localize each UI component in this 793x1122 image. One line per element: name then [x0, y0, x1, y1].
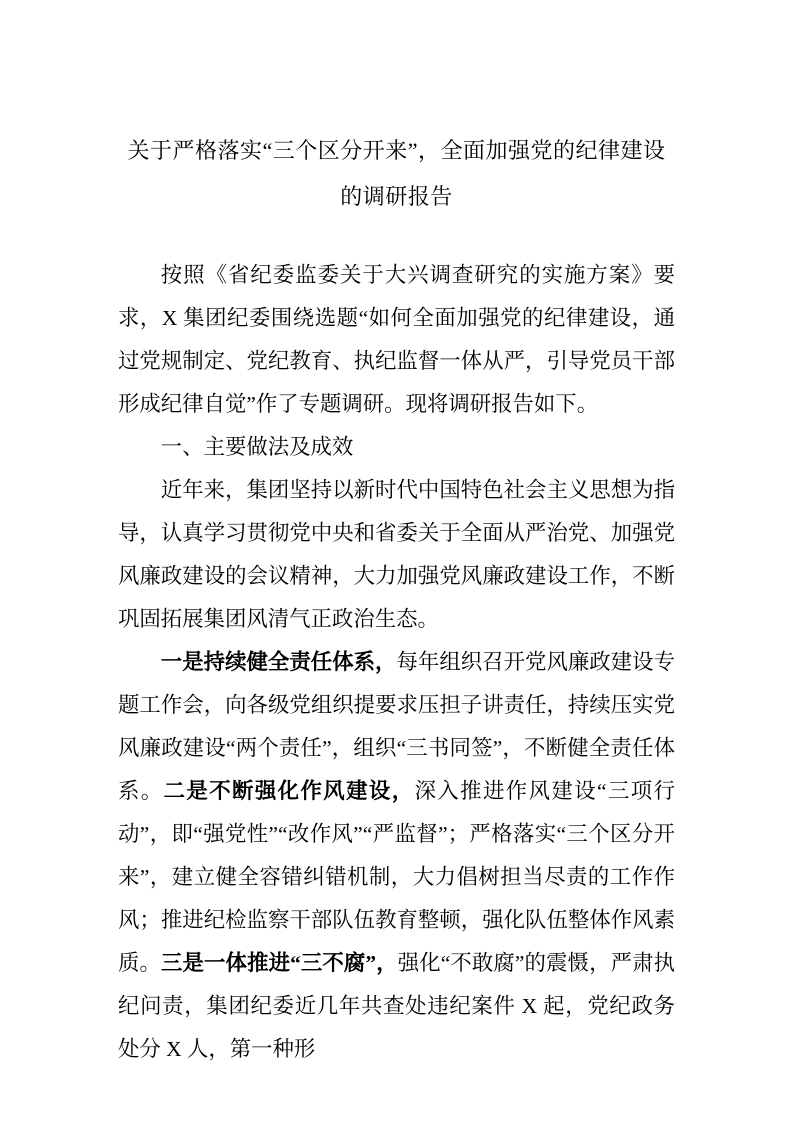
- section-1-heading: 一、主要做法及成效: [160, 435, 354, 459]
- bold-run-responsibility-system: 一是持续健全责任体系，: [160, 650, 397, 674]
- text-run-responsibility-system: 每年组织召开党风廉政建设专题工作会，向各级党组织提要求压担子讲责任，持续压实党风廉政建设“两个责任”，组织“三书同签”，不断健全责任体系。: [118, 650, 675, 803]
- bold-run-work-style: 二是不断强化作风建设，: [163, 779, 415, 803]
- section-1-paragraph-2: [118, 641, 675, 1071]
- document-title: 关于严格落实“三个区分开来”，全面加强党的纪律建设的调研报告: [127, 138, 666, 209]
- text-run-work-style: 深入推进作风建设“三项行动”，即“强党性”“改作风”“严监督”；严格落实“三个区分开来”，建立健全容错纠错机制，大力倡树担当尽责的工作作风；推进纪检监察干部队伍教育整顿，强化队伍整体作风素质。: [118, 779, 675, 975]
- intro-paragraph: 按照《省纪委监委关于大兴调查研究的实施方案》要求，X 集团纪委围绕选题“如何全面加强党的纪律建设，通过党规制定、党纪教育、执纪监督一体从严，引导党员干部形成纪律自觉”作了专题调研。现将调研报告如下。: [118, 263, 675, 416]
- bold-run-three-nos: 三是一体推进“三不腐”，: [161, 951, 398, 975]
- text-run-three-nos: 强化“不敢腐”的震慑，严肃执纪问责，集团纪委近几年共查处违纪案件 X 起，党纪政务处分 X 人，第一种形: [118, 951, 675, 1061]
- document-body: [118, 254, 675, 1071]
- section-1-paragraph-1: 近年来，集团坚持以新时代中国特色社会主义思想为指导，认真学习贯彻党中央和省委关于全面从严治党、加强党风廉政建设的会议精神，大力加强党风廉政建设工作，不断巩固拓展集团风清气正政治生态。: [118, 478, 675, 631]
